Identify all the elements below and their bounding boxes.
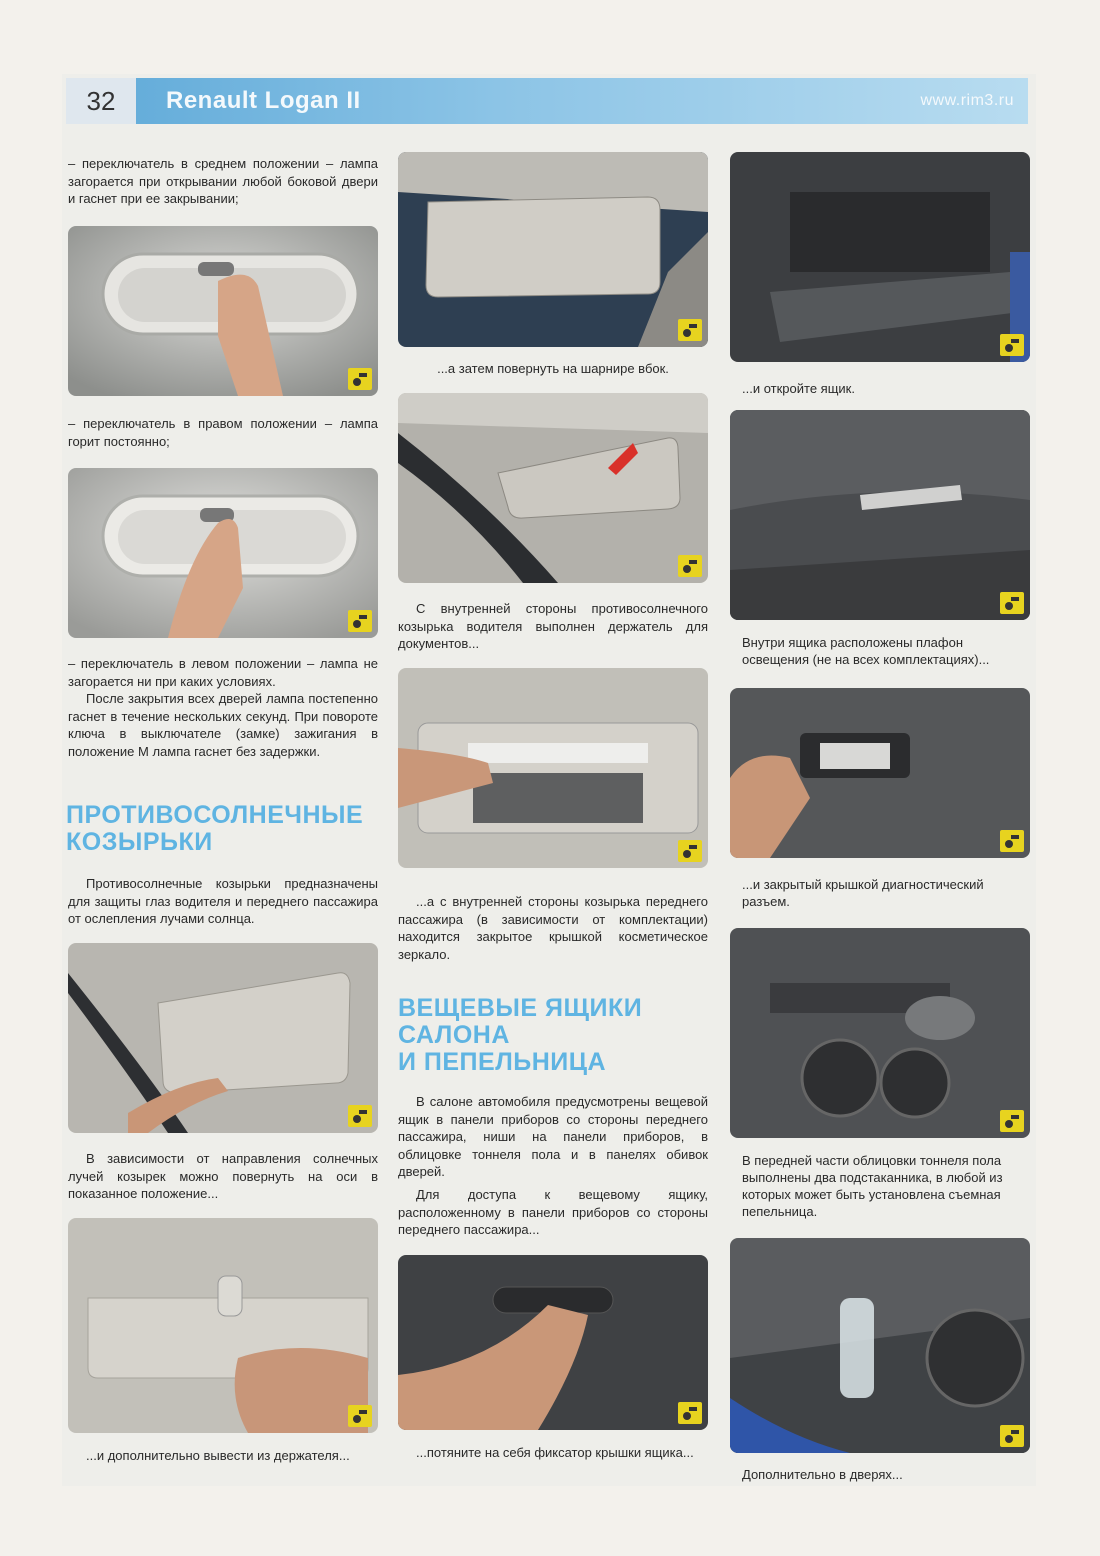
caption-visor-rotate: В зависимости от направления солнечных лучей козырек можно повернуть на оси в показанное положение... (68, 1151, 378, 1201)
section-heading-visors (66, 802, 386, 856)
tool-icon (1000, 1425, 1024, 1447)
heading-line: КОЗЫРЬКИ (66, 828, 213, 856)
section-heading-storage (398, 995, 718, 1076)
caption-vanity-mirror: ...а с внутренней стороны козырька переднего пассажира (в зависимости от комплектации) находится закрытое крышкой косметическое зеркало. (398, 894, 708, 962)
paragraph-visors-intro: Противосолнечные козырьки предназначены для защиты глаз водителя и переднего пассажира от ослепления лучами солнца. (68, 876, 378, 926)
page-header (66, 78, 1028, 124)
photo-glovebox-lamp (730, 410, 1030, 620)
tool-icon (348, 610, 372, 632)
page-number: 32 (66, 78, 136, 124)
photo-dome-lamp-right (68, 468, 378, 638)
caption-document-holder: С внутренней стороны противосолнечного козырька водителя выполнен держатель для документов... (398, 601, 708, 651)
photo-glovebox-latch (398, 1255, 708, 1430)
photo-glovebox-open (730, 152, 1030, 362)
paragraph-switch-left: – переключатель в левом положении – лампа не загорается ни при каких условиях. (68, 656, 378, 689)
caption-glovebox-latch: ...потяните на себя фиксатор крышки ящика... (416, 1445, 694, 1460)
paragraph-storage-intro: В салоне автомобиля предусмотрены вещевой ящик в панели приборов со стороны переднего пассажира, ниши на панели приборов, в облицовке тоннеля пола и в панелях обивок дверей. (398, 1094, 708, 1179)
caption-visor-release: ...и дополнительно вывести из держателя... (86, 1448, 350, 1463)
tool-icon (1000, 334, 1024, 356)
tool-icon (348, 368, 372, 390)
paragraph-lamp-delay: После закрытия всех дверей лампа постепенно гаснет в течение нескольких секунд. При повороте ключа в выключателе (замке) зажигания в положение М лампа гаснет без задержки. (68, 691, 378, 759)
tool-icon (678, 1402, 702, 1424)
tool-icon (1000, 1110, 1024, 1132)
caption-glovebox-open: ...и откройте ящик. (742, 381, 855, 396)
photo-cup-holders (730, 928, 1030, 1138)
photo-sun-visor-release (68, 1218, 378, 1433)
tool-icon (1000, 592, 1024, 614)
photo-door-pocket (730, 1238, 1030, 1453)
photo-sun-visor-rotate (68, 943, 378, 1133)
book-title: Renault Logan II (166, 87, 361, 114)
heading-line: ВЕЩЕВЫЕ ЯЩИКИ (398, 994, 643, 1022)
caption-cup-holders: В передней части облицовки тоннеля пола выполнены два подстаканника, в любой из которых может быть установлена съемная пепельница. (742, 1153, 1003, 1219)
photo-dome-lamp-middle (68, 226, 378, 396)
heading-line: ПРОТИВОСОЛНЕЧНЫЕ (66, 801, 364, 829)
caption-visor-swing: ...а затем повернуть на шарнире вбок. (437, 361, 669, 376)
heading-line: И ПЕПЕЛЬНИЦА (398, 1048, 607, 1076)
caption-door-pocket: Дополнительно в дверях... (742, 1467, 903, 1482)
tool-icon (348, 1405, 372, 1427)
photo-document-holder (398, 393, 708, 583)
tool-icon (348, 1105, 372, 1127)
tool-icon (1000, 830, 1024, 852)
website-url[interactable]: www.rim3.ru (920, 92, 1014, 109)
photo-visor-swing-side (398, 152, 708, 347)
photo-diagnostic-connector (730, 688, 1030, 858)
tool-icon (678, 319, 702, 341)
heading-line: САЛОНА (398, 1021, 510, 1049)
tool-icon (678, 555, 702, 577)
paragraph-switch-middle: – переключатель в среднем положении – лампа загорается при открывании любой боковой двери и гаснет при ее закрывании; (68, 156, 378, 206)
caption-glovebox-lamp: Внутри ящика расположены плафон освещения (не на всех комплектациях)... (742, 635, 990, 667)
paragraph-glovebox-access: Для доступа к вещевому ящику, расположенному в панели приборов со стороны переднего пассажира... (398, 1187, 708, 1237)
photo-vanity-mirror (398, 668, 708, 868)
caption-diagnostic-connector: ...и закрытый крышкой диагностический разъем. (742, 877, 984, 909)
tool-icon (678, 840, 702, 862)
paragraph-switch-right: – переключатель в правом положении – лампа горит постоянно; (68, 416, 378, 449)
